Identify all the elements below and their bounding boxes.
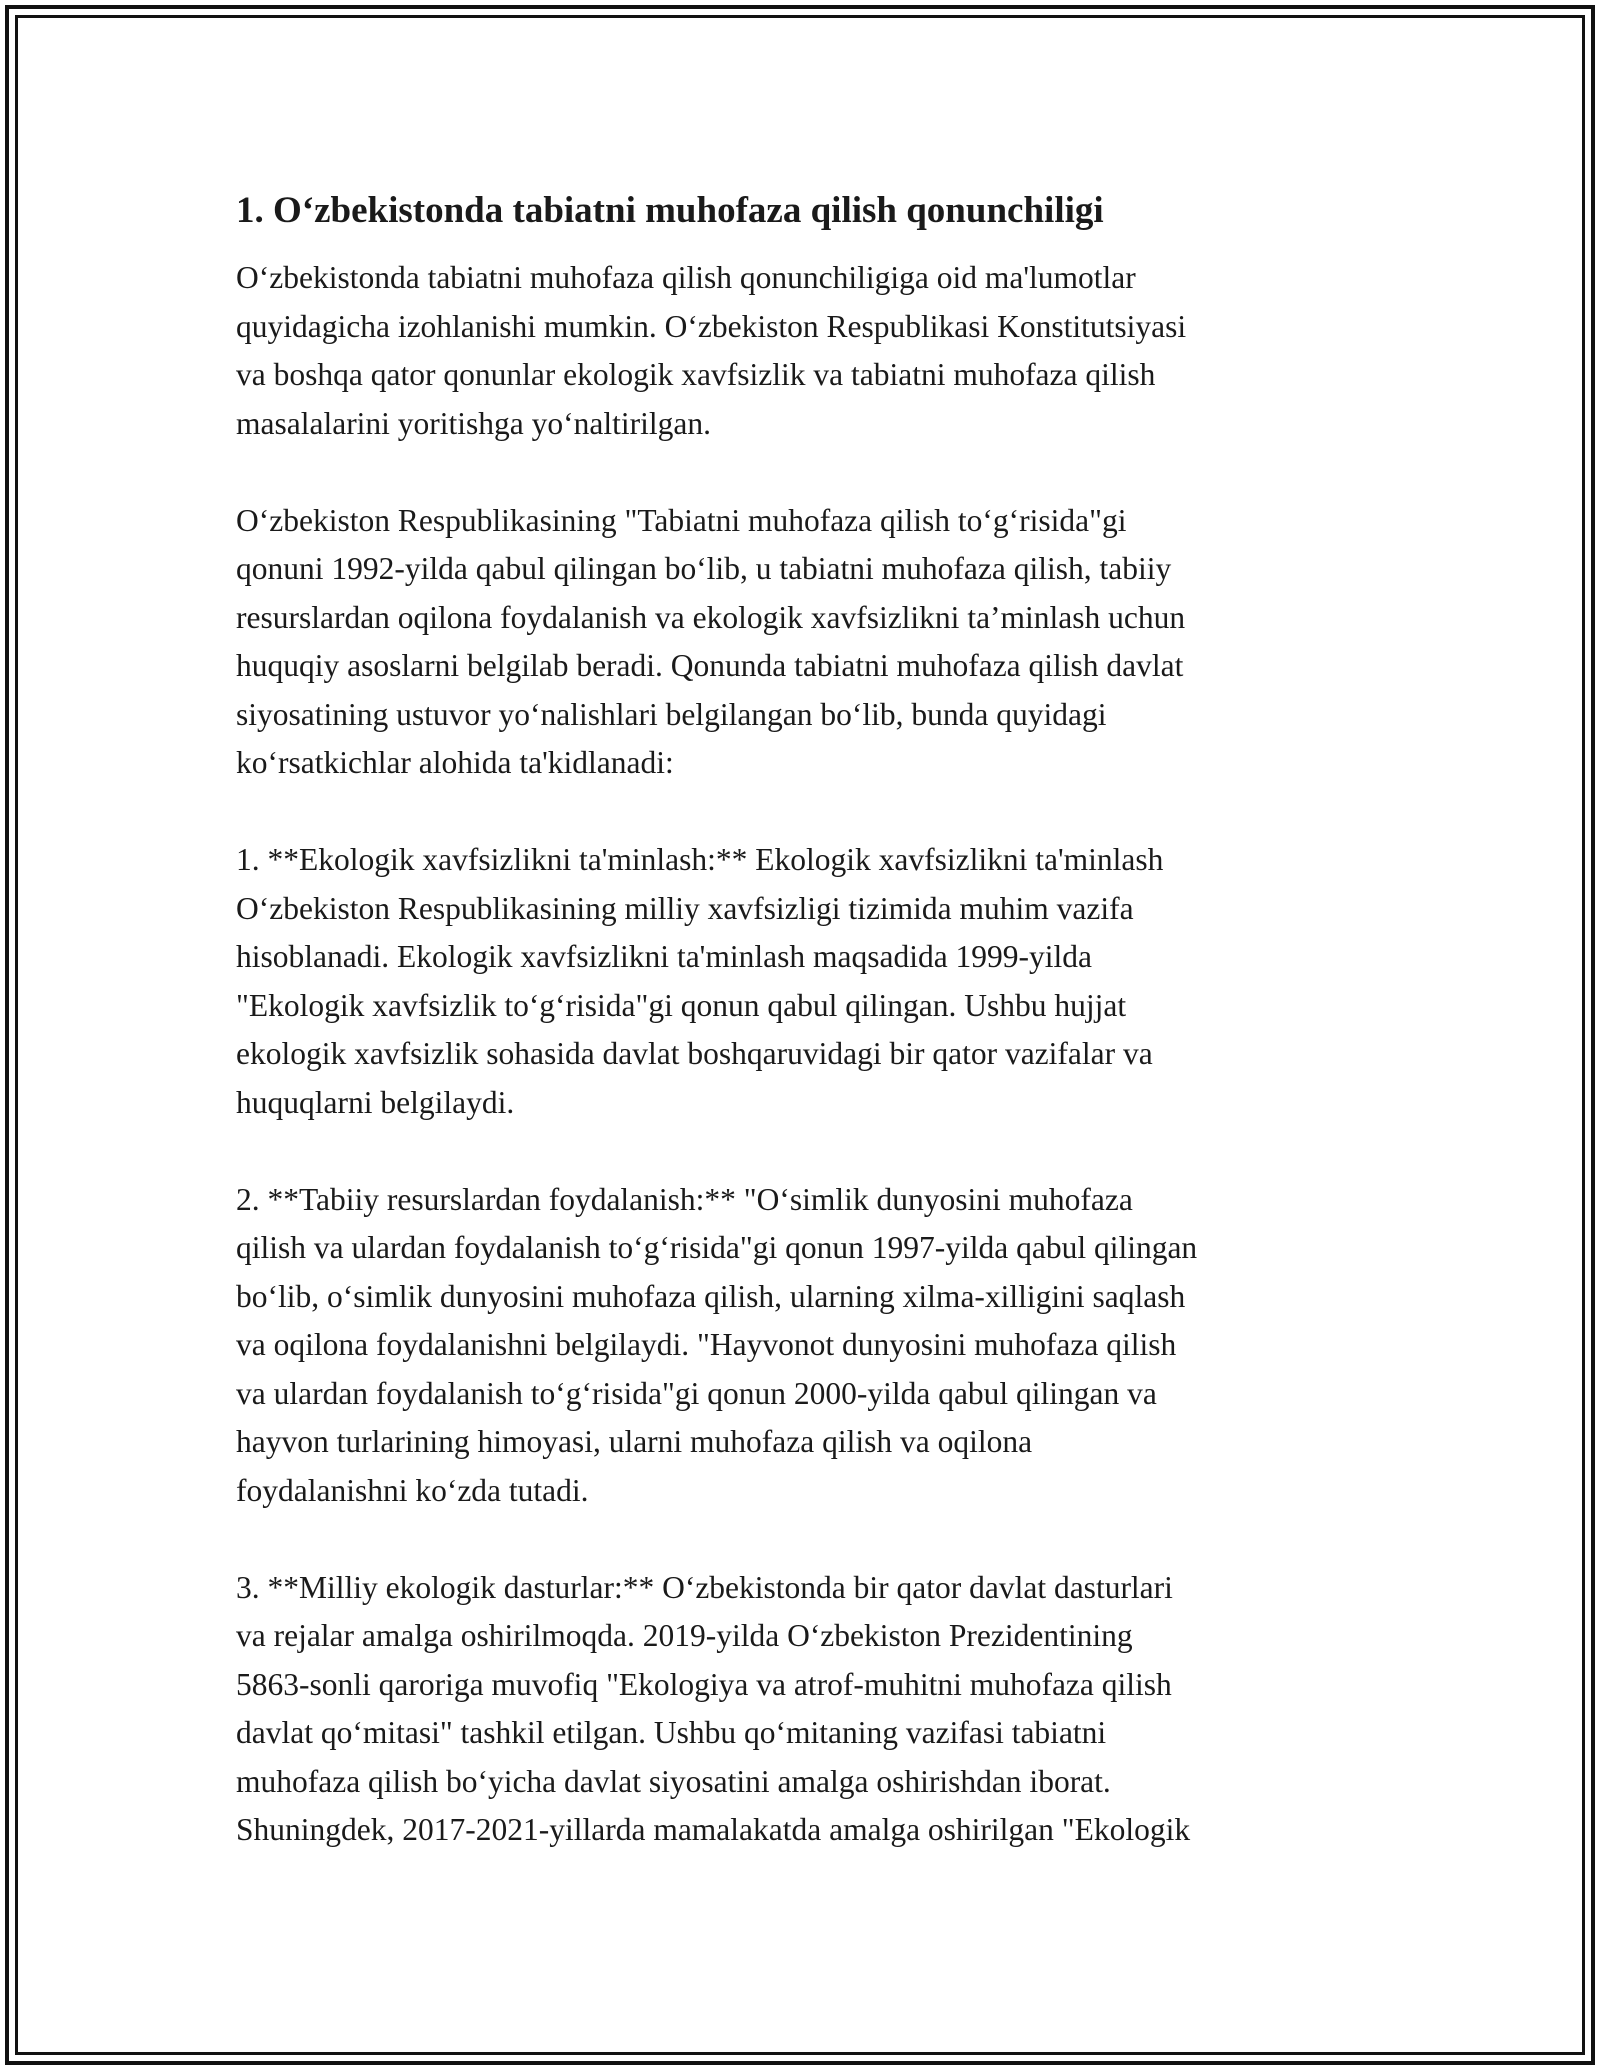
text-line: O‘zbekiston Respublikasining milliy xavfsizligi tizimida muhim vazifa — [236, 890, 1134, 926]
text-line: hisoblanadi. Ekologik xavfsizlikni ta'minlash maqsadida 1999-yilda — [236, 939, 1093, 974]
section-heading: 1. O‘zbekistonda tabiatni muhofaza qilish qonunchiligi — [236, 190, 1104, 231]
text-line: va boshqa qator qonunlar ekologik xavfsizlik va tabiatni muhofaza qilish — [236, 357, 1156, 392]
document-body — [236, 188, 1366, 1903]
text-line: resurslardan oqilona foydalanish va ekologik xavfsizlikni ta’minlash uchun — [236, 599, 1186, 635]
text-line: huquqlarni belgilaydi. — [236, 1084, 515, 1120]
text-line: davlat qo‘mitasi" tashkil etilgan. Ushbu qo‘mitaning vazifasi tabiatni — [236, 1715, 1107, 1750]
text-line: qilish va ulardan foydalanish to‘g‘risida"gi qonun 1997-yilda qabul qilingan — [236, 1230, 1198, 1265]
text-line: O‘zbekiston Respublikasining "Tabiatni muhofaza qilish to‘g‘risida"gi — [236, 502, 1127, 538]
text-line: 5863-sonli qaroriga muvofiq "Ekologiya va atrof-muhitni muhofaza qilish — [236, 1666, 1172, 1702]
list-item-natural-resources — [236, 1176, 1366, 1516]
text-line: 3. **Milliy ekologik dasturlar:** O‘zbekistonda bir qator davlat dasturlari — [236, 1569, 1173, 1605]
text-line: ekologik xavfsizlik sohasida davlat boshqaruvidagi bir qator vazifalar va — [236, 1036, 1153, 1071]
text-line: va rejalar amalga oshirilmoqda. 2019-yilda O‘zbekiston Prezidentining — [236, 1618, 1133, 1653]
text-line: huquqiy asoslarni belgilab beradi. Qonunda tabiatni muhofaza qilish davlat — [236, 648, 1184, 683]
text-line: Shuningdek, 2017-2021-yillarda mamalakatda amalga oshirilgan "Ekologik — [236, 1812, 1191, 1847]
text-line: qonuni 1992-yilda qabul qilingan bo‘lib, u tabiatni muhofaza qilish, tabiiy — [236, 551, 1172, 586]
list-item-national-programs — [236, 1564, 1366, 1855]
text-line: siyosatining ustuvor yo‘nalishlari belgilangan bo‘lib, bunda quyidagi — [236, 696, 1107, 732]
text-line: quyidagicha izohlanishi mumkin. O‘zbekiston Respublikasi Konstitutsiyasi — [236, 308, 1187, 344]
list-item-ecological-security — [236, 836, 1366, 1127]
text-line: hayvon turlarining himoyasi, ularni muhofaza qilish va oqilona — [236, 1424, 1033, 1459]
paragraph-intro — [236, 254, 1366, 448]
paragraph-law-1992 — [236, 497, 1366, 788]
text-line: 2. **Tabiiy resurslardan foydalanish:** "O‘simlik dunyosini muhofaza — [236, 1181, 1133, 1217]
text-line: "Ekologik xavfsizlik to‘g‘risida"gi qonun qabul qilingan. Ushbu hujjat — [236, 987, 1127, 1023]
text-line: va ulardan foydalanish to‘g‘risida"gi qonun 2000-yilda qabul qilingan va — [236, 1375, 1157, 1411]
text-line: va oqilona foydalanishni belgilaydi. "Hayvonot dunyosini muhofaza qilish — [236, 1327, 1177, 1362]
text-line: masalalarini yoritishga yo‘naltirilgan. — [236, 405, 711, 441]
text-line: 1. **Ekologik xavfsizlikni ta'minlash:** Ekologik xavfsizlikni ta'minlash — [236, 842, 1164, 877]
text-line: ko‘rsatkichlar alohida ta'kidlanadi: — [236, 745, 674, 780]
text-line: bo‘lib, o‘simlik dunyosini muhofaza qilish, ularning xilma-xilligini saqlash — [236, 1278, 1186, 1314]
text-line: foydalanishni ko‘zda tutadi. — [236, 1472, 589, 1508]
text-line: O‘zbekistonda tabiatni muhofaza qilish qonunchiligiga oid ma'lumotlar — [236, 260, 1136, 295]
text-line: muhofaza qilish bo‘yicha davlat siyosatini amalga oshirishdan iborat. — [236, 1763, 1111, 1799]
